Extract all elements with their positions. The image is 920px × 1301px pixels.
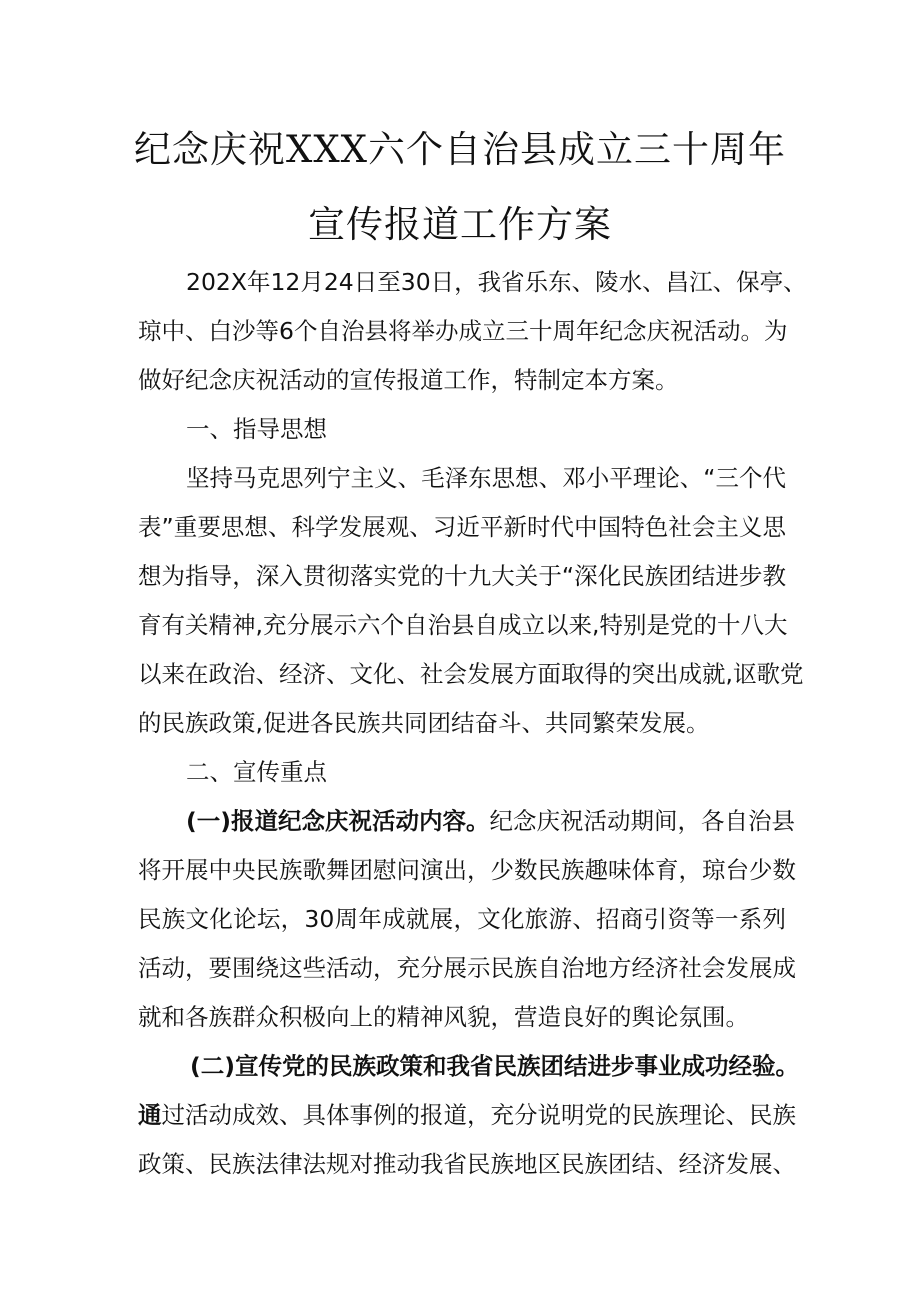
item-2-bold-char: 通 [138,1101,162,1129]
item-2-line-3: 政策、民族法律法规对推动我省民族地区民族团结、经济发展、 [138,1150,796,1178]
item-1-first-rest: 纪念庆祝活动期间，各自治县 [489,807,795,835]
section-1-line-6: 的民族政策,促进各民族共同团结奋斗、共同繁荣发展。 [138,709,710,737]
section-1-line-3: 想为指导，深入贯彻落实党的十九大关于“深化民族团结进步教 [138,562,786,590]
item-2-second-rest: 过活动成效、具体事例的报道，充分说明党的民族理论、民族 [161,1101,796,1129]
section-1-line-5: 以来在政治、经济、文化、社会发展方面取得的突出成就,讴歌党 [138,660,804,688]
section-2-heading: 二、宣传重点 [186,758,327,786]
item-1-lead: (一)报道纪念庆祝活动内容。 [186,807,490,835]
item-1-line-5: 就和各族群众积极向上的精神风貌，营造良好的舆论氛围。 [138,1003,749,1031]
item-1-line-4: 活动，要围绕这些活动，充分展示民族自治地方经济社会发展成 [138,954,796,982]
document-title-line-1: 纪念庆祝XXX六个自治县成立三十周年 [133,128,787,171]
document-title-line-2: 宣传报道工作方案 [308,203,612,246]
intro-line-2: 琼中、白沙等6个自治县将举办成立三十周年纪念庆祝活动。为 [138,317,788,345]
item-2-lead: (二)宣传党的民族政策和我省民族团结进步事业成功经验。 [190,1052,799,1080]
intro-line-1: 202X年12月24日至30日，我省乐东、陵水、昌江、保亭、 [186,268,807,296]
item-2-line-2 [138,1099,796,1131]
section-1-line-4: 育有关精神,充分展示六个自治县自成立以来,特别是党的十八大 [138,611,788,639]
section-1-heading: 一、指导思想 [186,415,327,443]
intro-line-3: 做好纪念庆祝活动的宣传报道工作，特制定本方案。 [138,366,679,394]
section-1-line-2: 表”重要思想、科学发展观、习近平新时代中国特色社会主义思 [138,513,786,541]
item-1-line-3: 民族文化论坛，30周年成就展，文化旅游、招商引资等一系列 [138,905,786,933]
item-1-line-2: 将开展中央民族歌舞团慰问演出，少数民族趣味体育，琼台少数 [138,856,796,884]
item-1-line-1 [186,805,795,837]
section-1-line-1: 坚持马克思列宁主义、毛泽东思想、邓小平理论、“三个代 [186,464,786,492]
